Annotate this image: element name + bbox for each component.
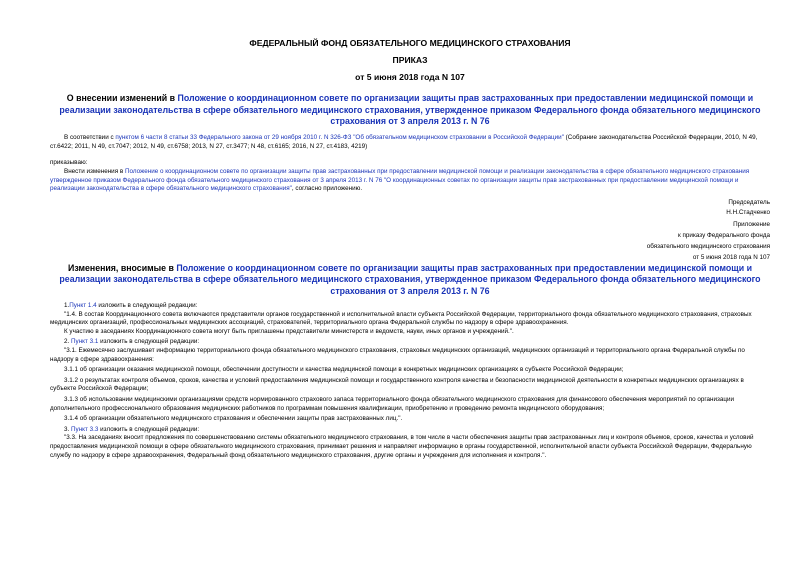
changes-title: [50, 263, 770, 297]
point-3-1-link[interactable]: Пункт 3.1: [71, 338, 99, 346]
document-type-heading: ПРИКАЗ: [392, 55, 428, 65]
change-3-instruction: изложить в следующей редакции:: [98, 425, 200, 433]
change-2-quote-2: 3.1.1 об организации оказания медицинской помощи, обеспечении доступности и качества медицинской помощи в конкретных медицинских организациях в субъекте Российской Федерации;: [64, 366, 624, 374]
appendix-line-3: от 5 июня 2018 года N 107: [692, 254, 770, 261]
changes-body: [50, 302, 770, 460]
basis-text-end: (Собрание законодательства Российской Федерации, 2010, N 49, ст.6422; 2011, N 49, ст.7047; 2012, N 49, ст.6758; 2013, N 27, ст.3477; N 48, ст.6165; 2016, N 27, ст.4183, 4219): [50, 134, 758, 150]
point-1-4-link[interactable]: Пункт 1.4: [69, 302, 97, 309]
appendix-label: Приложение: [733, 221, 770, 228]
change-3-quote: "3.3. На заседаниях вносит предложения по совершенствованию системы обязательного медицинского страхования, в том числе в части обеспечения защиты прав застрахованных лиц и контроля объемов, сроков, качества и условий предоставления медицинской помощи в сфере обязательного медицинского страхования, принимает решения и направляет информацию в органы государственной, исполнительной власти субъекта Российской Федерации, Федеральную службу по надзору в сфере здравоохранения, Федеральный фонд обязательного медицинского страхования, другие органы и учреждения для исполнения и контроля.".: [50, 434, 754, 459]
document-title: [50, 93, 770, 128]
signature-name: Н.Н.Стадченко: [726, 209, 770, 216]
basis-text-start: В соответствии с: [64, 134, 116, 141]
change-2-quote-1: "3.1. Ежемесячно заслушивает информацию территориального фонда обязательного медицинского страхования, страховых медицинских организаций, медицинских организаций и территориального органа Федеральной службы по надзору в сфере здравоохранения:: [50, 346, 745, 363]
change-3-number: 3.: [64, 425, 72, 433]
change-1-quote-2: К участию в заседаниях Координационного совета могут быть приглашены представители министерств и ведомств, науки, иных органов и учреждений.".: [64, 327, 514, 335]
change-1-number: 1.: [64, 302, 70, 309]
appendix-line-2: обязательного медицинского страхования: [646, 243, 770, 250]
title-regulation-link[interactable]: Положение о координационном совете по организации защиты прав застрахованных при предоставлении медицинской помощи и реализации законодательства в сфере обязательного медицинского страхования, утвержденное приказом Федерального фонда обязательного медицинского страхования от 3 апреля 2013 г. N 76: [59, 93, 761, 126]
intro-paragraph: [50, 168, 770, 194]
regulation-link[interactable]: Положение о координационном совете по организации защиты прав застрахованных при предоставлении медицинской помощи и реализации законодательства в сфере обязательного медицинского страхования утвержденное приказом Федерального фонда обязательного медицинского страхования от 3 апреля 2013 г. N 76 "О координационных советах по организации защиты прав застрахованных при предоставлении медицинской помощи и реализации законодательства в сфере обязательного медицинского страхования": [50, 168, 750, 193]
point-3-3-link[interactable]: Пункт 3.3: [71, 425, 99, 433]
change-2-quote-5: 3.1.4 об организации обязательного медицинского страхования и обеспечении защиты прав застрахованных лиц.".: [64, 415, 403, 423]
change-2-heading: [50, 338, 770, 347]
intro-text-start: Внести изменения в: [64, 168, 125, 175]
change-2-number: 2.: [64, 338, 72, 346]
appendix-line-1: к приказу Федерального фонда: [678, 232, 770, 239]
legal-basis-paragraph: [50, 134, 770, 151]
change-1-quote: "1.4. В состав Координационного совета включаются представители органов государственной и исполнительной власти субъекта Российской Федерации, территориального фонда обязательного медицинского страхования, страховых медицинских организаций, профессиональных медицинских ассоциаций, страхователей, территориального органа Федеральной службы по надзору в сфере здравоохранения.: [50, 310, 752, 327]
organization-heading: ФЕДЕРАЛЬНЫЙ ФОНД ОБЯЗАТЕЛЬНОГО МЕДИЦИНСКОГО СТРАХОВАНИЯ: [249, 38, 571, 48]
document-date-heading: от 5 июня 2018 года N 107: [355, 72, 465, 82]
order-verb: приказываю:: [50, 159, 88, 166]
change-2-quote-4: 3.1.3 об использовании медицинскими организациями средств нормированного страхового запаса территориального фонда обязательного медицинского страхования для финансового обеспечения мероприятий по организации дополнительного профессионального образования медицинских работников по программам повышения квалификации, приобретению и проведению ремонта медицинского оборудования;: [50, 395, 735, 412]
change-2-quote-3: 3.1.2 о результатах контроля объемов, сроков, качества и условий предоставления медицинской помощи и государственного контроля качества и безопасности медицинской деятельности в конкретных медицинских организациях в субъекте Российской Федерации;: [50, 376, 744, 393]
intro-text-end: , согласно приложению.: [291, 185, 363, 193]
change-2-instruction: изложить в следующей редакции:: [98, 338, 200, 346]
changes-title-regulation-link[interactable]: Положение о координационном совете по организации защиты прав застрахованных при предоставлении медицинской помощи и реализации законодательства в сфере обязательного медицинского страхования, утвержденное приказом Федерального фонда обязательного медицинского страхования от 3 апреля 2013 г. N 76: [59, 263, 761, 296]
signature-position: Председатель: [728, 199, 770, 206]
change-1-instruction: изложить в следующей редакции:: [96, 302, 198, 309]
federal-law-link[interactable]: пунктом 6 части 8 статьи 33 Федерального закона от 29 ноября 2010 г. N 326-ФЗ "Об обязательном медицинском страховании в Российской Федерации": [115, 134, 564, 141]
title-prefix: О внесении изменений в: [66, 93, 178, 103]
changes-title-prefix: Изменения, вносимые в: [68, 263, 177, 273]
change-1-heading: [50, 302, 770, 311]
